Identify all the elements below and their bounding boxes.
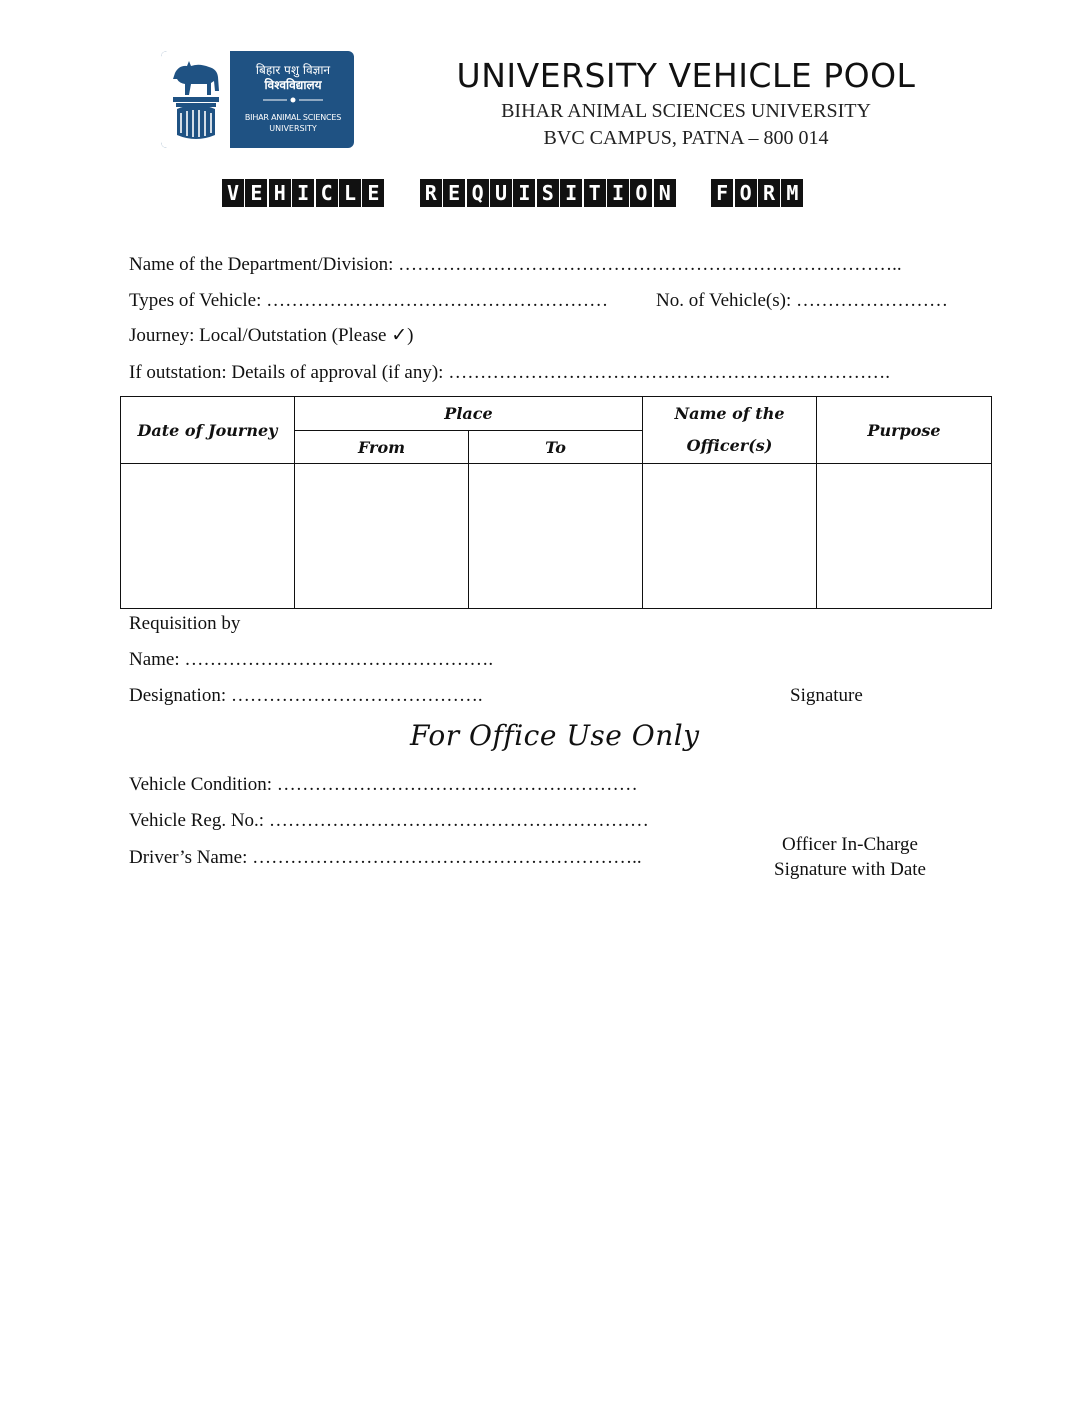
requisition-name-label: Name:: [129, 649, 180, 670]
form-title-letter: I: [513, 179, 535, 207]
signature-label: Signature: [790, 685, 863, 706]
form-title-letter: O: [630, 179, 652, 207]
form-title-letter: I: [560, 179, 582, 207]
vehicle-count-label: No. of Vehicle(s):: [656, 290, 792, 311]
logo-english-line2: UNIVERSITY: [269, 124, 317, 133]
designation-dots: ………………………………….: [230, 685, 483, 706]
form-title-letter: E: [443, 179, 465, 207]
form-title: [222, 179, 890, 209]
place-header: Place: [295, 397, 643, 431]
vehicle-type-dots: ………………………………………………: [266, 290, 609, 311]
designation-label: Designation:: [129, 685, 227, 706]
requisition-name-dots: ………………………………………….: [184, 649, 494, 670]
department-field[interactable]: [129, 254, 902, 276]
form-title-letter: O: [735, 179, 757, 207]
form-title-letter: F: [711, 179, 733, 207]
driver-name-label: Driver’s Name:: [129, 847, 248, 868]
driver-name-dots: ……………………………………………………..: [252, 847, 642, 868]
vehicle-condition-dots: …………………………………………………: [276, 774, 638, 795]
officer-cell[interactable]: [643, 464, 817, 609]
form-title-letter: C: [316, 179, 338, 207]
approval-field[interactable]: [129, 362, 890, 384]
bull-emblem-icon: [161, 51, 230, 148]
office-use-heading: For Office Use Only: [410, 719, 700, 752]
vehicle-reg-label: Vehicle Reg. No.:: [129, 810, 265, 831]
form-title-letter: E: [362, 179, 384, 207]
form-title-letter: E: [245, 179, 267, 207]
department-dots: ……………………………………………………………………..: [398, 254, 902, 275]
officer-in-charge-line2: Signature with Date: [774, 859, 926, 880]
vehicle-reg-field[interactable]: [129, 810, 649, 832]
designation-field[interactable]: [129, 685, 483, 707]
vehicle-condition-label: Vehicle Condition:: [129, 774, 273, 795]
to-header: To: [469, 431, 643, 464]
form-title-letter: N: [654, 179, 676, 207]
form-title-letter: I: [607, 179, 629, 207]
vehicle-type-field[interactable]: [129, 290, 608, 312]
form-title-letter: S: [537, 179, 559, 207]
officer-in-charge-line1: Officer In-Charge: [782, 834, 918, 855]
driver-name-field[interactable]: [129, 847, 642, 869]
officer-header-line1: Name of the: [674, 404, 785, 423]
vehicle-count-field[interactable]: [656, 290, 948, 312]
date-cell[interactable]: [121, 464, 295, 609]
department-label: Name of the Department/Division:: [129, 254, 394, 275]
approval-dots: …………………………………………………………….: [448, 362, 890, 383]
officer-header: [643, 397, 817, 464]
vehicle-type-label: Types of Vehicle:: [129, 290, 262, 311]
to-cell[interactable]: [469, 464, 643, 609]
form-title-letter: L: [339, 179, 361, 207]
form-title-letter: U: [490, 179, 512, 207]
page-title: UNIVERSITY VEHICLE POOL: [456, 56, 916, 95]
requisition-name-field[interactable]: [129, 649, 493, 671]
ornament-icon: [261, 95, 325, 105]
form-title-letter: I: [292, 179, 314, 207]
logo-english-line1: BIHAR ANIMAL SCIENCES: [244, 113, 342, 122]
form-title-letter: T: [584, 179, 606, 207]
purpose-header: Purpose: [817, 397, 992, 464]
logo-hindi-line2: विश्वविद्यालय: [264, 78, 322, 92]
vehicle-condition-field[interactable]: [129, 774, 638, 796]
university-logo: [161, 51, 354, 148]
logo-hindi-line1: बिहार पशु विज्ञान: [255, 63, 331, 77]
vehicle-count-dots: ……………………: [796, 290, 949, 311]
campus-address: BVC CAMPUS, PATNA – 800 014: [543, 127, 829, 149]
form-title-letter: Q: [467, 179, 489, 207]
approval-label: If outstation: Details of approval (if any):: [129, 362, 444, 383]
form-title-letter: R: [420, 179, 442, 207]
journey-table: [120, 396, 992, 609]
form-title-letter: V: [222, 179, 244, 207]
university-name: BIHAR ANIMAL SCIENCES UNIVERSITY: [501, 100, 871, 122]
form-title-letter: M: [781, 179, 803, 207]
journey-field[interactable]: Journey: Local/Outstation (Please ✓): [129, 325, 414, 346]
from-cell[interactable]: [295, 464, 469, 609]
form-title-letter: R: [758, 179, 780, 207]
officer-header-line2: Officer(s): [686, 436, 773, 455]
form-title-letter: H: [269, 179, 291, 207]
requisition-heading: Requisition by: [129, 613, 241, 634]
vehicle-reg-dots: ……………………………………………………: [268, 810, 649, 831]
purpose-cell[interactable]: [817, 464, 992, 609]
date-header: Date of Journey: [121, 397, 295, 464]
from-header: From: [295, 431, 469, 464]
